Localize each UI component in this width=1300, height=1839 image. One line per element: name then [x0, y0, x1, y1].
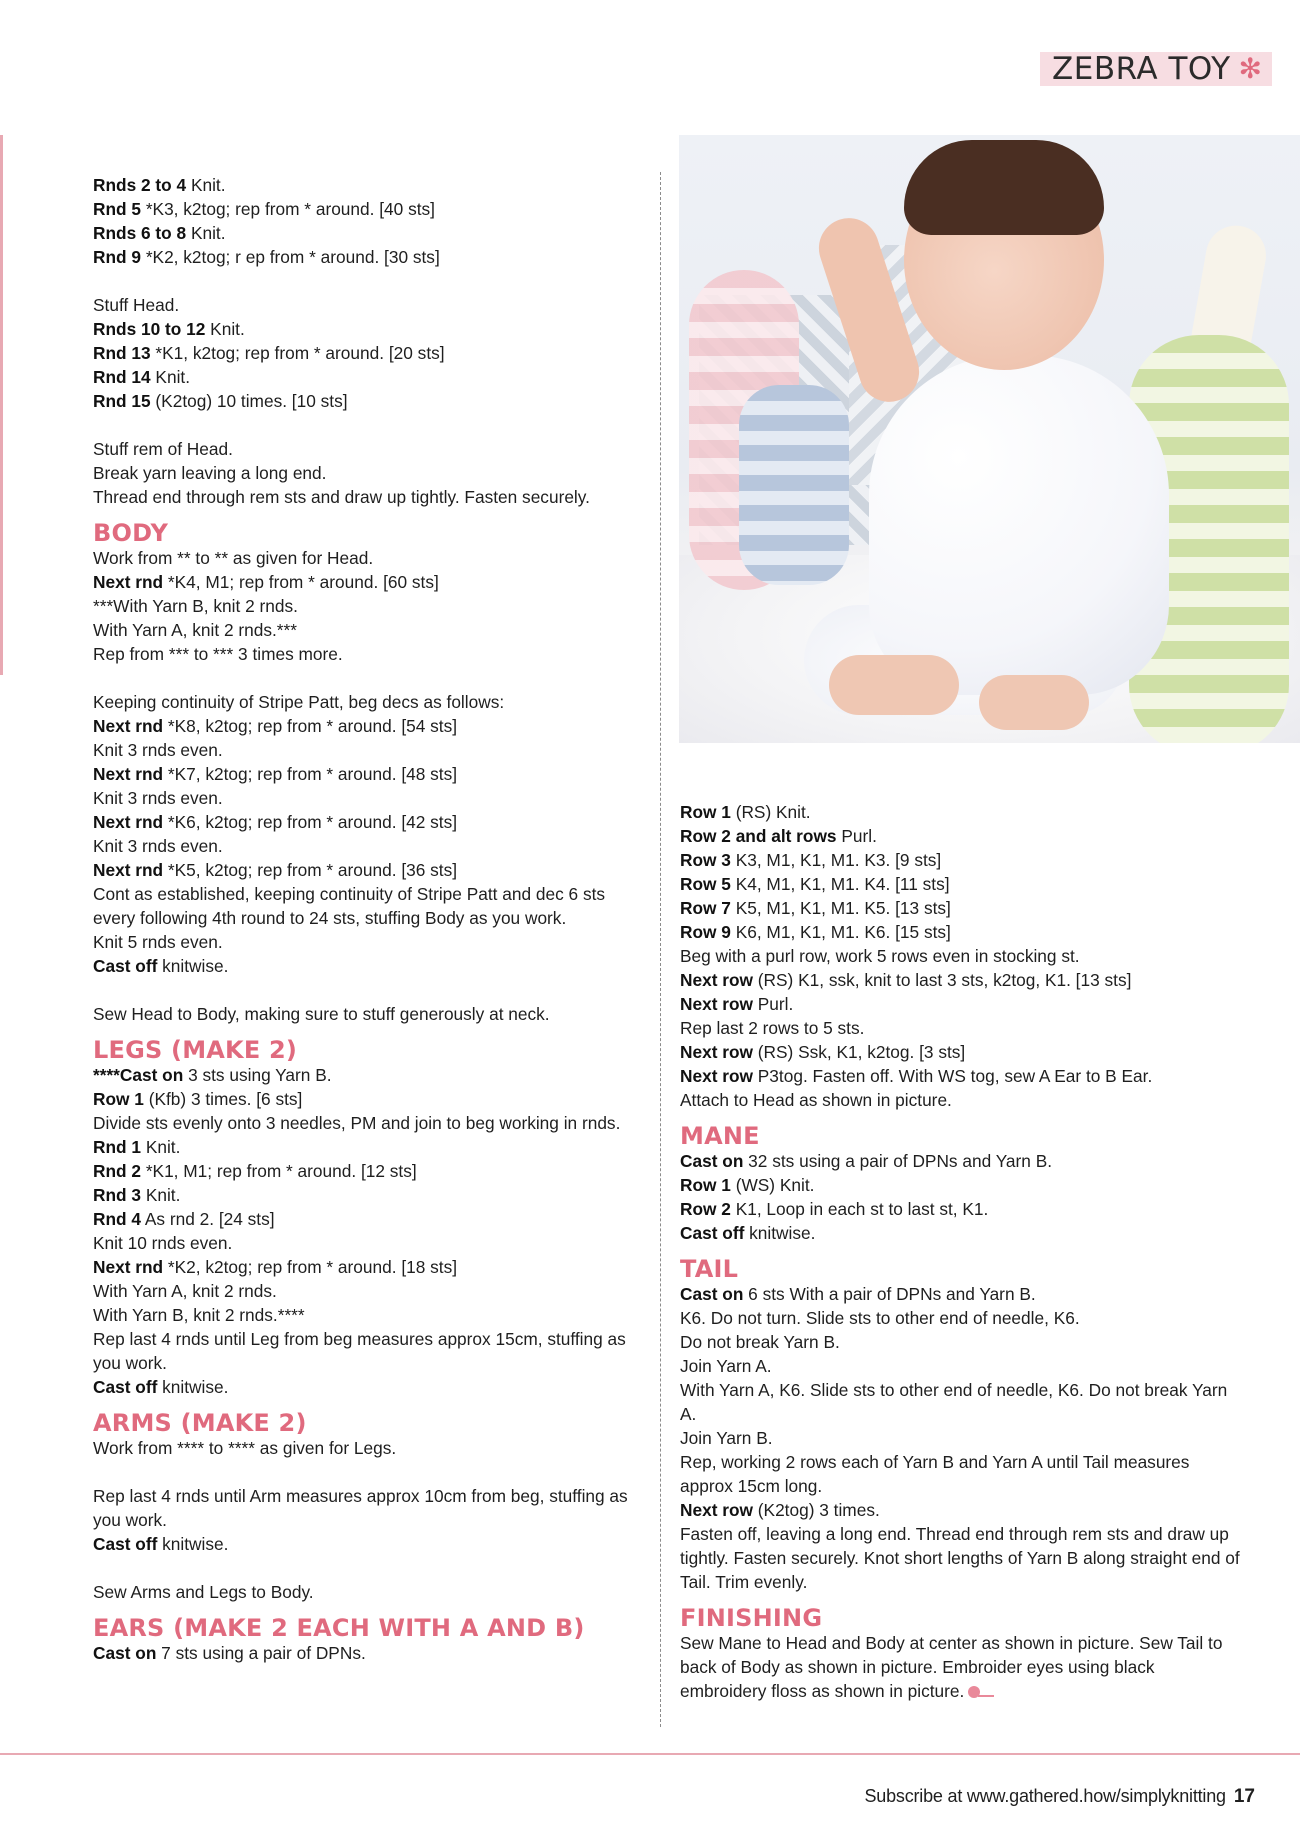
instruction-label: Rnds 6 to 8 [93, 223, 187, 243]
instruction-text: Sew Head to Body, making sure to stuff generously at neck. [93, 1004, 550, 1024]
photo-baby-hair [904, 140, 1104, 235]
instruction-label: Cast on [680, 1284, 744, 1304]
section-heading: ARMS (MAKE 2) [93, 1409, 307, 1437]
instruction-text: Sew Arms and Legs to Body. [93, 1582, 314, 1602]
pattern-instruction [93, 714, 645, 738]
instruction-text: Beg with a purl row, work 5 rows even in stocking st. [680, 946, 1080, 966]
yarn-ball-icon [968, 1686, 994, 1698]
instruction-text: K6. Do not turn. Slide sts to other end of needle, K6. [680, 1308, 1080, 1328]
instruction-label: Row 2 and alt rows [680, 826, 837, 846]
section-heading: MANE [680, 1122, 760, 1150]
pattern-instruction [680, 1378, 1240, 1426]
instruction-text: Knit. [150, 367, 191, 387]
pattern-instruction [93, 437, 645, 461]
instruction-text: Purl. [752, 994, 794, 1014]
instruction-text: Keeping continuity of Stripe Patt, beg decs as follows: [93, 692, 505, 712]
pattern-instruction [93, 930, 645, 954]
instruction-text: Cont as established, keeping continuity of Stripe Patt and dec 6 sts every following 4th round to 24 sts, stuffing Body as you work. [93, 884, 606, 928]
instruction-label: Cast off [93, 1534, 158, 1554]
pattern-instruction [680, 992, 1240, 1016]
instruction-text: Thread end through rem sts and draw up tightly. Fasten securely. [93, 487, 590, 507]
instruction-text: (RS) Knit. [730, 802, 811, 822]
pattern-instruction [93, 1279, 645, 1303]
paragraph-gap [93, 413, 645, 437]
instruction-text: Knit 5 rnds even. [93, 932, 223, 952]
instruction-label: Row 7 [680, 898, 731, 918]
paragraph-gap [93, 1556, 645, 1580]
paragraph-gap [93, 978, 645, 1002]
instruction-label: Row 1 [680, 802, 731, 822]
pattern-instruction [680, 824, 1240, 848]
instruction-text: *K8, k2tog; rep from * around. [54 sts] [163, 716, 458, 736]
pattern-instruction [93, 1327, 645, 1375]
pattern-instruction [680, 968, 1240, 992]
instruction-text: knitwise. [157, 956, 229, 976]
pattern-instruction [93, 1135, 645, 1159]
section-tag [1040, 52, 1272, 86]
instruction-text: Sew Mane to Head and Body at center as shown in picture. Sew Tail to back of Body as shown in picture. Embroider eyes using black embroidery floss as shown in picture. [680, 1633, 1223, 1701]
instruction-text: *K3, k2tog; rep from * around. [40 sts] [141, 199, 435, 219]
instruction-text: (Kfb) 3 times. [6 sts] [143, 1089, 303, 1109]
pattern-instruction [680, 1282, 1240, 1306]
instruction-text: K4, M1, K1, M1. K4. [11 sts] [730, 874, 950, 894]
instruction-text: Knit 3 rnds even. [93, 740, 223, 760]
pattern-instruction [93, 762, 645, 786]
pattern-instruction [93, 341, 645, 365]
instruction-label: Cast off [680, 1223, 745, 1243]
instruction-text: 6 sts With a pair of DPNs and Yarn B. [743, 1284, 1036, 1304]
pattern-instruction [680, 1306, 1240, 1330]
instruction-text: Knit 3 rnds even. [93, 788, 223, 808]
instruction-text: *K1, k2tog; rep from * around. [20 sts] [150, 343, 445, 363]
pattern-instruction [93, 1436, 645, 1460]
instruction-label: Next rnd [93, 764, 164, 784]
instruction-text: Stuff rem of Head. [93, 439, 233, 459]
pattern-instruction [93, 485, 645, 509]
instruction-text: (RS) Ssk, K1, k2tog. [3 sts] [752, 1042, 966, 1062]
instruction-text: Work from ** to ** as given for Head. [93, 548, 374, 568]
instruction-text: Knit 3 rnds even. [93, 836, 223, 856]
pattern-instruction [680, 1426, 1240, 1450]
pattern-instruction [680, 800, 1240, 824]
instruction-label: Next rnd [93, 716, 164, 736]
pattern-instruction [680, 1330, 1240, 1354]
photo-baby-body [869, 355, 1169, 695]
section-heading: FINISHING [680, 1604, 823, 1632]
instruction-text: 7 sts using a pair of DPNs. [156, 1643, 366, 1663]
instruction-label: Cast off [93, 1377, 158, 1397]
instruction-label: Next row [680, 994, 753, 1014]
pattern-instruction [680, 896, 1240, 920]
instruction-label: Cast on [93, 1643, 157, 1663]
instruction-text: K3, M1, K1, M1. K3. [9 sts] [730, 850, 942, 870]
pattern-instruction [93, 197, 645, 221]
instruction-text: With Yarn A, knit 2 rnds. [93, 1281, 277, 1301]
instruction-text: knitwise. [744, 1223, 816, 1243]
column-divider [660, 172, 661, 1727]
instruction-text: Join Yarn B. [680, 1428, 773, 1448]
instruction-text: *K2, k2tog; rep from * around. [18 sts] [163, 1257, 458, 1277]
pattern-instruction [93, 173, 645, 197]
instruction-label: Rnd 4 [93, 1209, 142, 1229]
pattern-instruction [680, 1631, 1240, 1703]
pattern-instruction [680, 872, 1240, 896]
pattern-instruction [93, 1303, 645, 1327]
pattern-instruction [93, 245, 645, 269]
instruction-text: 3 sts using Yarn B. [183, 1065, 332, 1085]
instruction-label: Next rnd [93, 812, 164, 832]
pattern-instruction [680, 1221, 1240, 1245]
instruction-text: K6, M1, K1, M1. K6. [15 sts] [730, 922, 951, 942]
instruction-text: knitwise. [157, 1534, 229, 1554]
photo-baby-foot [829, 655, 959, 715]
instruction-text: *K4, M1; rep from * around. [60 sts] [163, 572, 439, 592]
instruction-text: Attach to Head as shown in picture. [680, 1090, 952, 1110]
pattern-instruction [93, 365, 645, 389]
instruction-label: Row 2 [680, 1199, 731, 1219]
pattern-instruction [680, 1064, 1240, 1088]
pattern-instruction [680, 1149, 1240, 1173]
subscribe-link[interactable]: Subscribe at www.gathered.how/simplyknitting [864, 1786, 1226, 1806]
instruction-text: Knit. [205, 319, 245, 339]
instruction-text: Knit. [141, 1185, 181, 1205]
instruction-text: Purl. [836, 826, 877, 846]
instruction-label: Rnd 5 [93, 199, 142, 219]
pattern-instruction [93, 618, 645, 642]
instruction-text: Knit. [186, 223, 226, 243]
instruction-text: (K2tog) 3 times. [752, 1500, 880, 1520]
pattern-instruction [93, 594, 645, 618]
instruction-label: ****Cast on [93, 1065, 184, 1085]
instruction-label: Row 1 [93, 1089, 144, 1109]
footer-rule [0, 1753, 1300, 1755]
pattern-instruction [680, 1173, 1240, 1197]
instruction-text: *K5, k2tog; rep from * around. [36 sts] [163, 860, 458, 880]
pattern-instruction [93, 642, 645, 666]
instruction-text: *K1, M1; rep from * around. [12 sts] [141, 1161, 417, 1181]
pattern-instruction [680, 1197, 1240, 1221]
flower-icon: ✻ [1238, 53, 1262, 84]
instruction-label: Row 9 [680, 922, 731, 942]
pattern-instruction [93, 1159, 645, 1183]
pattern-instruction [93, 389, 645, 413]
pattern-instruction [93, 858, 645, 882]
pattern-instruction [93, 1063, 645, 1087]
instruction-text: K5, M1, K1, M1. K5. [13 sts] [730, 898, 951, 918]
pattern-instruction [93, 1532, 645, 1556]
right-column [680, 800, 1240, 1703]
pattern-instruction [680, 848, 1240, 872]
pattern-instruction [680, 1040, 1240, 1064]
instruction-text: *K7, k2tog; rep from * around. [48 sts] [163, 764, 458, 784]
pattern-instruction [93, 1375, 645, 1399]
page-number: 17 [1233, 1786, 1255, 1807]
instruction-label: Next rnd [93, 572, 164, 592]
pattern-instruction [680, 1354, 1240, 1378]
pattern-instruction [93, 954, 645, 978]
instruction-text: *K6, k2tog; rep from * around. [42 sts] [163, 812, 458, 832]
instruction-label: Rnd 13 [93, 343, 151, 363]
instruction-text: Rep last 4 rnds until Leg from beg measures approx 15cm, stuffing as you work. [93, 1329, 626, 1373]
pattern-instruction [93, 1207, 645, 1231]
instruction-label: Next rnd [93, 1257, 164, 1277]
pattern-instruction [680, 1450, 1240, 1498]
section-heading: BODY [93, 519, 169, 547]
instruction-text: (RS) K1, ssk, knit to last 3 sts, k2tog, K1. [13 sts] [752, 970, 1132, 990]
instruction-text: Rep last 4 rnds until Arm measures approx 10cm from beg, stuffing as you work. [93, 1486, 628, 1530]
paragraph-gap [93, 666, 645, 690]
instruction-label: Next rnd [93, 860, 164, 880]
pattern-instruction [93, 786, 645, 810]
pattern-instruction [93, 882, 645, 930]
instruction-text: Knit 10 rnds even. [93, 1233, 233, 1253]
pattern-instruction [93, 1087, 645, 1111]
section-tag-label: ZEBRA TOY [1052, 51, 1231, 87]
instruction-label: Next row [680, 1042, 753, 1062]
page-footer [864, 1786, 1255, 1808]
section-heading: LEGS (MAKE 2) [93, 1036, 298, 1064]
instruction-label: Row 1 [680, 1175, 731, 1195]
instruction-text: Fasten off, leaving a long end. Thread end through rem sts and draw up tightly. Fasten securely. Knot short lengths of Yarn B along straight end of Tail. Trim evenly. [680, 1524, 1240, 1592]
pattern-instruction [93, 1231, 645, 1255]
instruction-text: Rep, working 2 rows each of Yarn B and Yarn A until Tail measures approx 15cm long. [680, 1452, 1190, 1496]
instruction-label: Rnds 10 to 12 [93, 319, 206, 339]
pattern-instruction [93, 1255, 645, 1279]
pattern-instruction [93, 546, 645, 570]
instruction-text: ***With Yarn B, knit 2 rnds. [93, 596, 298, 616]
instruction-text: With Yarn A, knit 2 rnds.*** [93, 620, 297, 640]
pattern-instruction [93, 690, 645, 714]
instruction-text: Join Yarn A. [680, 1356, 772, 1376]
pattern-instruction [680, 1498, 1240, 1522]
instruction-text: Rep last 2 rows to 5 sts. [680, 1018, 865, 1038]
pattern-instruction [93, 1641, 645, 1665]
instruction-text: *K2, k2tog; r ep from * around. [30 sts] [141, 247, 440, 267]
instruction-text: (K2tog) 10 times. [10 sts] [150, 391, 348, 411]
pattern-instruction [93, 221, 645, 245]
instruction-text: Knit. [186, 175, 226, 195]
instruction-text: Work from **** to **** as given for Legs. [93, 1438, 397, 1458]
instruction-text: Divide sts evenly onto 3 needles, PM and join to beg working in rnds. [93, 1113, 621, 1133]
pattern-instruction [93, 1002, 645, 1026]
pattern-instruction [680, 920, 1240, 944]
pattern-instruction [93, 570, 645, 594]
pattern-instruction [93, 1484, 645, 1532]
pattern-instruction [93, 1111, 645, 1135]
instruction-text: As rnd 2. [24 sts] [141, 1209, 275, 1229]
pattern-instruction [680, 1088, 1240, 1112]
instruction-label: Rnd 3 [93, 1185, 142, 1205]
instruction-label: Next row [680, 1500, 753, 1520]
instruction-label: Next row [680, 970, 753, 990]
pattern-instruction [680, 1522, 1240, 1594]
instruction-label: Cast on [680, 1151, 744, 1171]
instruction-label: Next row [680, 1066, 753, 1086]
instruction-text: Break yarn leaving a long end. [93, 463, 327, 483]
pattern-instruction [680, 1016, 1240, 1040]
instruction-text: With Yarn B, knit 2 rnds.**** [93, 1305, 305, 1325]
instruction-label: Row 3 [680, 850, 731, 870]
instruction-label: Rnds 2 to 4 [93, 175, 187, 195]
photo-baby-foot [979, 675, 1089, 730]
pattern-instruction [93, 1183, 645, 1207]
instruction-label: Cast off [93, 956, 158, 976]
instruction-text: Knit. [141, 1137, 181, 1157]
pattern-instruction [93, 1580, 645, 1604]
instruction-label: Rnd 9 [93, 247, 142, 267]
pattern-instruction [93, 738, 645, 762]
instruction-label: Rnd 15 [93, 391, 151, 411]
instruction-text: Rep from *** to *** 3 times more. [93, 644, 343, 664]
instruction-text: (WS) Knit. [730, 1175, 815, 1195]
paragraph-gap [93, 269, 645, 293]
pattern-instruction [93, 810, 645, 834]
pattern-instruction [93, 317, 645, 341]
pattern-instruction [680, 944, 1240, 968]
instruction-label: Rnd 14 [93, 367, 151, 387]
instruction-label: Rnd 2 [93, 1161, 142, 1181]
pattern-instruction [93, 461, 645, 485]
pattern-instruction [93, 293, 645, 317]
instruction-label: Rnd 1 [93, 1137, 142, 1157]
page-edge-accent [0, 135, 3, 675]
instruction-text: Do not break Yarn B. [680, 1332, 840, 1352]
instruction-text: knitwise. [157, 1377, 229, 1397]
photo-blue-toy [739, 385, 849, 585]
instruction-text: Stuff Head. [93, 295, 180, 315]
baby-with-toys-photo [679, 135, 1300, 743]
instruction-text: With Yarn A, K6. Slide sts to other end of needle, K6. Do not break Yarn A. [680, 1380, 1228, 1424]
section-heading: TAIL [680, 1255, 739, 1283]
instruction-text: K1, Loop in each st to last st, K1. [730, 1199, 989, 1219]
instruction-label: Row 5 [680, 874, 731, 894]
pattern-instruction [93, 834, 645, 858]
paragraph-gap [93, 1460, 645, 1484]
section-heading: EARS (MAKE 2 EACH WITH A AND B) [93, 1614, 585, 1642]
left-column [93, 173, 645, 1665]
instruction-text: P3tog. Fasten off. With WS tog, sew A Ear to B Ear. [752, 1066, 1153, 1086]
instruction-text: 32 sts using a pair of DPNs and Yarn B. [743, 1151, 1053, 1171]
